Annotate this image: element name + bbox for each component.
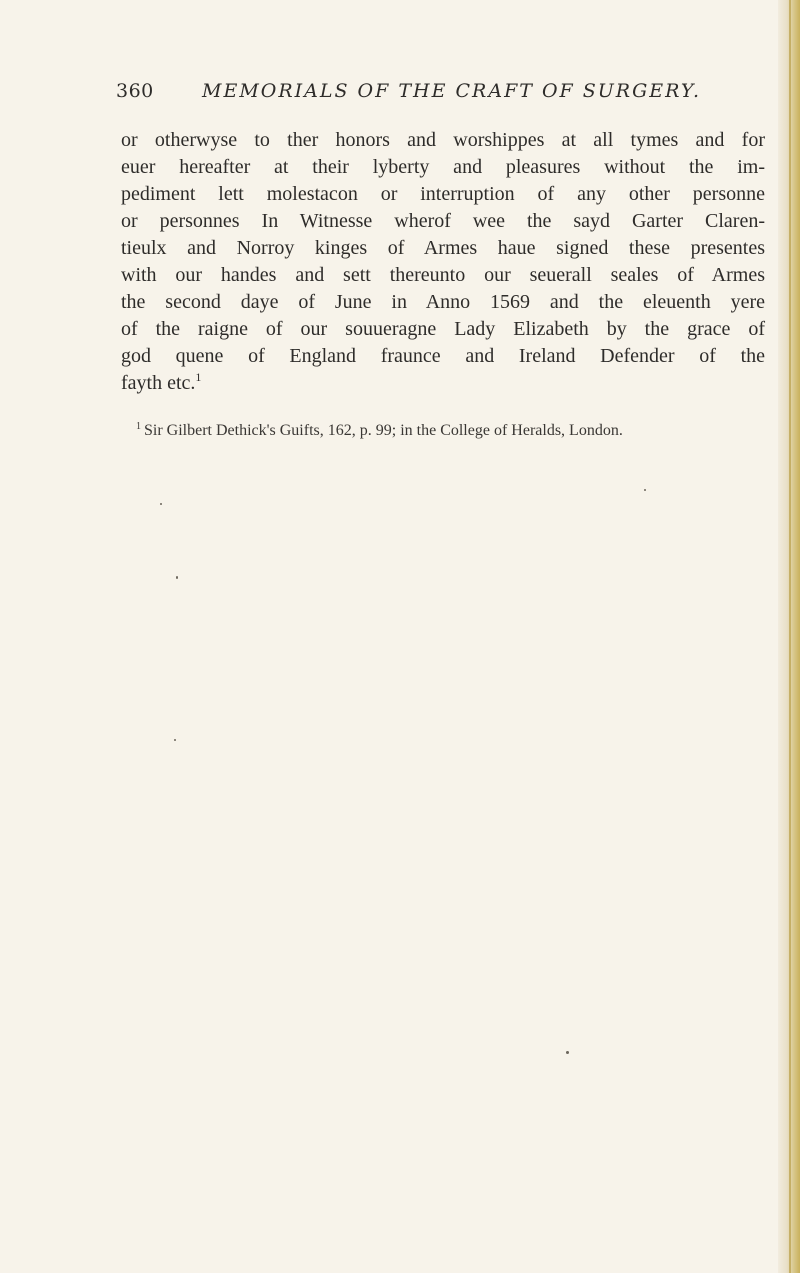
- page-header: [116, 80, 766, 114]
- text-line: with our handes and sett thereunto our seuerall seales of Armes: [121, 264, 765, 286]
- paper-speck: [176, 576, 178, 579]
- paper-speck: [160, 503, 162, 505]
- footnote-mark: 1: [136, 421, 141, 432]
- paper-speck: [644, 489, 646, 491]
- footnote-reference[interactable]: 1: [195, 370, 202, 384]
- running-head: MEMORIALS OF THE CRAFT OF SURGERY.: [202, 80, 702, 102]
- text-line: god quene of England fraunce and Ireland Defender of the: [121, 345, 765, 367]
- text-line: or personnes In Witnesse wherof wee the sayd Garter Claren-: [121, 210, 765, 232]
- text-line: pediment lett molestacon or interruption of any other personne: [121, 183, 765, 205]
- page-number: 360: [116, 80, 154, 102]
- text-line: of the raigne of our souueragne Lady Elizabeth by the grace of: [121, 318, 765, 340]
- body-text: [121, 127, 765, 397]
- text-line: fayth etc.: [121, 372, 196, 394]
- paper-speck: [566, 1051, 569, 1054]
- text-line: or otherwyse to ther honors and worshippes at all tymes and for: [121, 129, 765, 151]
- page-edge-binding: [789, 0, 791, 1273]
- text-line: the second daye of June in Anno 1569 and the eleuenth yere: [121, 291, 765, 313]
- footnote: [136, 421, 776, 441]
- text-line: tieulx and Norroy kinges of Armes haue signed these presentes: [121, 237, 765, 259]
- paper-speck: [174, 739, 176, 741]
- text-line-last: [121, 370, 765, 397]
- footnote-text: Sir Gilbert Dethick's Guifts, 162, p. 99; in the College of Heralds, London.: [144, 422, 623, 439]
- text-line: euer hereafter at their lyberty and pleasures without the im-: [121, 156, 765, 178]
